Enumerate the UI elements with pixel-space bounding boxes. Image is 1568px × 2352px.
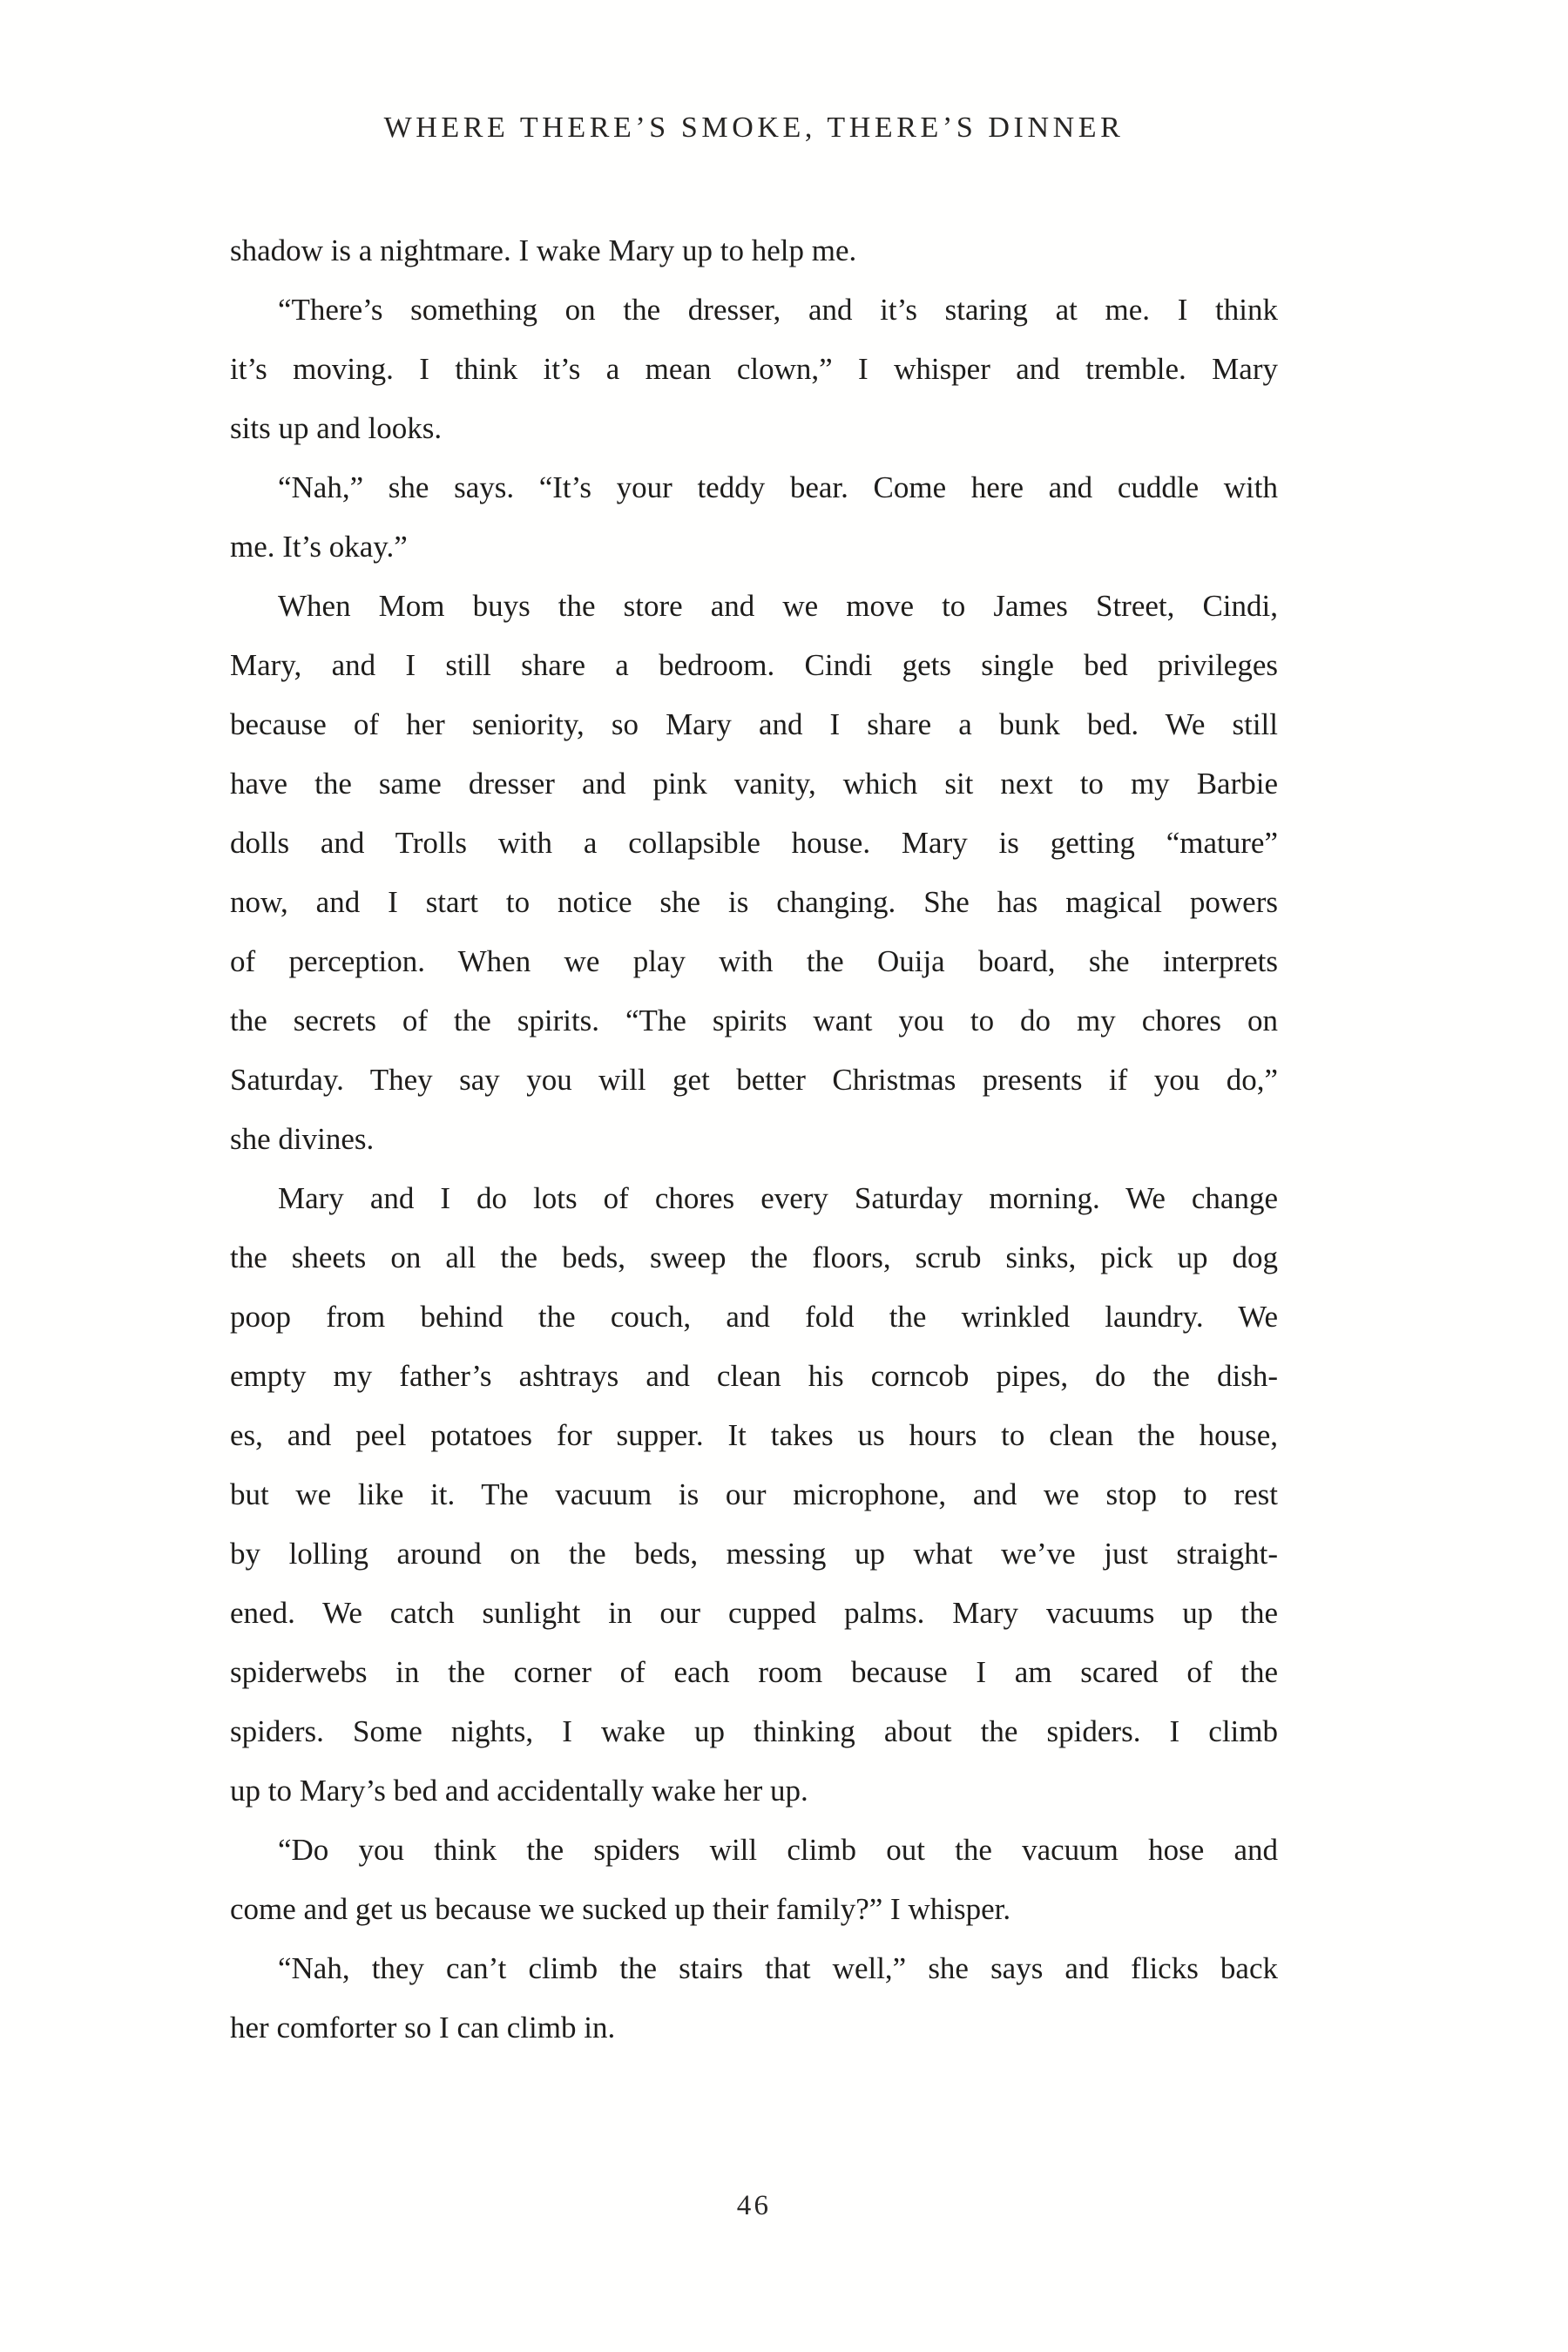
body-line: sits up and looks.	[230, 411, 443, 445]
body-line: but we like it. The vacuum is our microphone, and we stop to rest	[230, 1477, 1278, 1511]
body-line: Saturday. They say you will get better Christmas presents if you do,”	[230, 1063, 1278, 1097]
body-line: now, and I start to notice she is changing. She has magical powers	[230, 885, 1278, 919]
body-line: ened. We catch sunlight in our cupped palms. Mary vacuums up the	[230, 1596, 1278, 1630]
body-text	[230, 221, 1278, 2058]
paragraph	[230, 1169, 1278, 1821]
body-line: spiderwebs in the corner of each room because I am scared of the	[230, 1655, 1278, 1689]
body-line: shadow is a nightmare. I wake Mary up to help me.	[230, 233, 857, 267]
body-line: Mary, and I still share a bedroom. Cindi gets single bed privileges	[230, 648, 1278, 682]
body-line: it’s moving. I think it’s a mean clown,” I whisper and tremble. Mary	[230, 352, 1278, 386]
body-line: dolls and Trolls with a collapsible house. Mary is getting “mature”	[230, 826, 1278, 860]
body-line: “There’s something on the dresser, and it’s staring at me. I think	[278, 293, 1278, 327]
body-line: es, and peel potatoes for supper. It takes us hours to clean the house,	[230, 1418, 1278, 1452]
body-line: her comforter so I can climb in.	[230, 2011, 616, 2044]
body-line: up to Mary’s bed and accidentally wake her up.	[230, 1774, 808, 1808]
body-line: empty my father’s ashtrays and clean his corncob pipes, do the dish-	[230, 1359, 1278, 1393]
paragraph	[230, 577, 1278, 1169]
body-line: When Mom buys the store and we move to James Street, Cindi,	[278, 589, 1278, 623]
body-line: poop from behind the couch, and fold the wrinkled laundry. We	[230, 1300, 1278, 1334]
body-line: by lolling around on the beds, messing up what we’ve just straight-	[230, 1537, 1278, 1571]
body-line: “Nah, they can’t climb the stairs that well,” she says and flicks back	[278, 1951, 1278, 1985]
body-line: come and get us because we sucked up their family?” I whisper.	[230, 1892, 1011, 1926]
body-line: the secrets of the spirits. “The spirits want you to do my chores on	[230, 1004, 1278, 1037]
paragraph	[230, 221, 1278, 280]
body-line: the sheets on all the beds, sweep the floors, scrub sinks, pick up dog	[230, 1240, 1278, 1274]
paragraph	[230, 1821, 1278, 1939]
body-line: spiders. Some nights, I wake up thinking about the spiders. I climb	[230, 1714, 1278, 1748]
body-line: she divines.	[230, 1122, 375, 1156]
body-line: have the same dresser and pink vanity, which sit next to my Barbie	[230, 767, 1278, 801]
page-number: 46	[736, 2190, 772, 2221]
running-header: WHERE THERE’S SMOKE, THERE’S DINNER	[383, 112, 1125, 144]
body-line: “Do you think the spiders will climb out the vacuum hose and	[278, 1833, 1278, 1867]
body-line: because of her seniority, so Mary and I share a bunk bed. We still	[230, 707, 1278, 741]
body-line: of perception. When we play with the Ouija board, she interprets	[230, 944, 1278, 978]
paragraph	[230, 1939, 1278, 2058]
body-line: me. It’s okay.”	[230, 530, 408, 564]
paragraph	[230, 458, 1278, 577]
body-line: “Nah,” she says. “It’s your teddy bear. Come here and cuddle with	[278, 470, 1278, 504]
body-line: Mary and I do lots of chores every Saturday morning. We change	[278, 1181, 1278, 1215]
paragraph	[230, 280, 1278, 458]
